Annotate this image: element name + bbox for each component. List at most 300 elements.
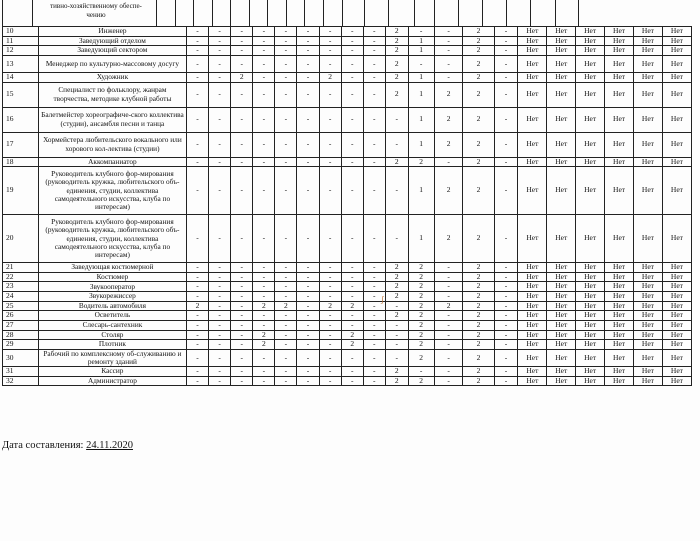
- table-cell: -: [434, 320, 463, 330]
- table-cell: -: [385, 215, 408, 263]
- table-cell: -: [187, 27, 209, 37]
- table-cell: Нет: [634, 367, 663, 377]
- table-cell: 1: [408, 72, 434, 82]
- table-cell: 2: [463, 301, 494, 311]
- table-cell: 2: [463, 107, 494, 132]
- table-cell: Нет: [547, 132, 576, 157]
- table-cell: -: [209, 311, 231, 321]
- table-cell: Нет: [662, 311, 691, 321]
- row-number: 21: [3, 263, 39, 273]
- table-cell: Нет: [605, 107, 634, 132]
- table-cell: 2: [408, 282, 434, 292]
- table-cell: Нет: [662, 320, 691, 330]
- table-cell: -: [319, 132, 341, 157]
- table-cell: -: [297, 349, 319, 366]
- table-cell: 2: [463, 46, 494, 56]
- table-cell: -: [494, 311, 518, 321]
- table-cell: -: [209, 82, 231, 107]
- table-cell: Нет: [576, 55, 605, 72]
- table-cell: Нет: [547, 215, 576, 263]
- row-number: 10: [3, 27, 39, 37]
- table-cell: -: [434, 46, 463, 56]
- table-row: [3, 72, 692, 82]
- row-number: 18: [3, 157, 39, 167]
- table-cell: Нет: [576, 282, 605, 292]
- table-row: [3, 46, 692, 56]
- table-cell: -: [319, 320, 341, 330]
- table-cell: -: [408, 27, 434, 37]
- table-cell: Нет: [634, 36, 663, 46]
- table-cell: -: [253, 376, 275, 386]
- table-cell: 2: [463, 292, 494, 302]
- table-cell: -: [187, 82, 209, 107]
- table-cell: Нет: [662, 263, 691, 273]
- table-cell: 2: [463, 282, 494, 292]
- table-cell: Нет: [662, 157, 691, 167]
- table-row: [3, 282, 692, 292]
- table-cell: -: [187, 157, 209, 167]
- table-cell: Нет: [605, 46, 634, 56]
- table-cell: 2: [319, 72, 341, 82]
- table-cell: Нет: [662, 376, 691, 386]
- table-cell: 2: [463, 311, 494, 321]
- position-name: Аккомпаниатор: [38, 157, 186, 167]
- table-cell: Нет: [634, 157, 663, 167]
- table-cell: -: [434, 349, 463, 366]
- position-name: Рабочий по комплексному об-служиванию и ремонту зданий: [38, 349, 186, 366]
- table-cell: -: [231, 340, 253, 350]
- table-cell: Нет: [634, 301, 663, 311]
- table-cell: Нет: [518, 301, 547, 311]
- table-cell: -: [275, 215, 297, 263]
- row-number: 31: [3, 367, 39, 377]
- table-cell: Нет: [662, 349, 691, 366]
- table-cell: -: [231, 46, 253, 56]
- table-cell: Нет: [662, 301, 691, 311]
- table-cell: -: [385, 320, 408, 330]
- table-cell: -: [319, 157, 341, 167]
- table-cell: Нет: [576, 349, 605, 366]
- table-cell: -: [341, 320, 363, 330]
- table-cell: -: [363, 215, 385, 263]
- table-cell: -: [434, 272, 463, 282]
- table-cell: -: [297, 82, 319, 107]
- table-cell: 2: [341, 330, 363, 340]
- table-cell: Нет: [518, 330, 547, 340]
- table-cell: Нет: [518, 72, 547, 82]
- table-cell: Нет: [662, 272, 691, 282]
- table-cell: 1: [408, 215, 434, 263]
- table-cell: -: [209, 167, 231, 215]
- table-cell: Нет: [576, 27, 605, 37]
- table-cell: 2: [408, 157, 434, 167]
- table-cell: Нет: [576, 311, 605, 321]
- table-cell: 2: [408, 272, 434, 282]
- table-cell: -: [231, 55, 253, 72]
- table-cell: Нет: [634, 376, 663, 386]
- table-cell: -: [209, 320, 231, 330]
- position-name: Администратор: [38, 376, 186, 386]
- table-cell: -: [363, 349, 385, 366]
- table-cell: -: [297, 157, 319, 167]
- table-cell: -: [253, 292, 275, 302]
- table-cell: -: [209, 330, 231, 340]
- table-cell: -: [408, 55, 434, 72]
- table-cell: 2: [231, 72, 253, 82]
- table-cell: 2: [463, 367, 494, 377]
- position-name: Художник: [38, 72, 186, 82]
- table-row: [3, 55, 692, 72]
- table-cell: -: [187, 167, 209, 215]
- table-cell: 2: [463, 132, 494, 157]
- table-cell: 2: [408, 301, 434, 311]
- table-cell: -: [385, 132, 408, 157]
- footer-label: Дата составления:: [2, 440, 84, 451]
- table-cell: Нет: [605, 72, 634, 82]
- table-cell: Нет: [518, 376, 547, 386]
- table-cell: -: [434, 282, 463, 292]
- table-cell: Нет: [662, 46, 691, 56]
- table-cell: 2: [385, 272, 408, 282]
- table-cell: 2: [463, 376, 494, 386]
- table-cell: -: [341, 311, 363, 321]
- table-cell: -: [341, 376, 363, 386]
- table-cell: -: [275, 72, 297, 82]
- table-cell: Нет: [634, 215, 663, 263]
- table-cell: -: [319, 55, 341, 72]
- table-cell: Нет: [576, 82, 605, 107]
- table-cell: 1: [408, 132, 434, 157]
- table-cell: -: [209, 157, 231, 167]
- table-cell: Нет: [634, 82, 663, 107]
- table-cell: -: [434, 367, 463, 377]
- table-cell: Нет: [662, 55, 691, 72]
- table-cell: -: [231, 27, 253, 37]
- table-cell: Нет: [576, 72, 605, 82]
- table-cell: -: [319, 27, 341, 37]
- table-cell: -: [231, 376, 253, 386]
- table-cell: Нет: [518, 367, 547, 377]
- table-cell: -: [385, 167, 408, 215]
- table-cell: Нет: [662, 292, 691, 302]
- table-cell: Нет: [518, 349, 547, 366]
- table-cell: -: [209, 367, 231, 377]
- table-cell: Нет: [634, 292, 663, 302]
- table-cell: -: [494, 263, 518, 273]
- table-cell: -: [341, 367, 363, 377]
- row-number: 17: [3, 132, 39, 157]
- table-row: [3, 27, 692, 37]
- table-cell: -: [297, 330, 319, 340]
- table-row: [3, 36, 692, 46]
- table-cell: -: [363, 292, 385, 302]
- table-cell: -: [385, 107, 408, 132]
- table-cell: -: [319, 36, 341, 46]
- table-cell: -: [434, 157, 463, 167]
- table-cell: -: [253, 282, 275, 292]
- table-cell: Нет: [518, 263, 547, 273]
- table-cell: Нет: [662, 367, 691, 377]
- table-cell: 2: [408, 340, 434, 350]
- table-cell: Нет: [518, 157, 547, 167]
- table-cell: -: [434, 27, 463, 37]
- table-cell: -: [319, 107, 341, 132]
- table-cell: -: [385, 340, 408, 350]
- table-cell: -: [275, 349, 297, 366]
- table-cell: -: [494, 272, 518, 282]
- table-cell: Нет: [576, 367, 605, 377]
- table-cell: 2: [434, 132, 463, 157]
- table-cell: -: [494, 330, 518, 340]
- pen-mark: ʃ: [381, 295, 384, 304]
- table-cell: -: [275, 272, 297, 282]
- table-cell: Нет: [605, 167, 634, 215]
- table-cell: Нет: [662, 330, 691, 340]
- table-cell: Нет: [662, 36, 691, 46]
- table-cell: -: [253, 72, 275, 82]
- table-cell: -: [297, 46, 319, 56]
- table-cell: -: [253, 27, 275, 37]
- table-cell: Нет: [605, 367, 634, 377]
- table-cell: -: [231, 301, 253, 311]
- position-name: Звукорежиссер: [38, 292, 186, 302]
- table-cell: 2: [463, 36, 494, 46]
- table-row: [3, 311, 692, 321]
- table-cell: Нет: [605, 272, 634, 282]
- table-cell: Нет: [576, 46, 605, 56]
- table-cell: -: [209, 72, 231, 82]
- table-cell: Нет: [518, 55, 547, 72]
- table-cell: -: [494, 107, 518, 132]
- table-cell: -: [494, 167, 518, 215]
- table-cell: Нет: [576, 320, 605, 330]
- table-cell: -: [209, 263, 231, 273]
- position-name: Заведующий отделом: [38, 36, 186, 46]
- table-cell: -: [434, 330, 463, 340]
- table-cell: Нет: [518, 27, 547, 37]
- table-cell: 2: [463, 82, 494, 107]
- table-cell: Нет: [547, 340, 576, 350]
- table-cell: -: [187, 107, 209, 132]
- table-cell: -: [275, 27, 297, 37]
- table-cell: -: [363, 157, 385, 167]
- table-cell: Нет: [634, 311, 663, 321]
- table-cell: -: [297, 311, 319, 321]
- table-cell: Нет: [576, 376, 605, 386]
- table-cell: -: [253, 349, 275, 366]
- table-cell: Нет: [634, 167, 663, 215]
- table-cell: -: [363, 82, 385, 107]
- table-cell: -: [297, 72, 319, 82]
- table-cell: 2: [408, 320, 434, 330]
- table-cell: -: [253, 82, 275, 107]
- table-cell: -: [494, 36, 518, 46]
- table-cell: -: [231, 330, 253, 340]
- table-cell: Нет: [634, 263, 663, 273]
- table-row: [3, 330, 692, 340]
- table-cell: Нет: [605, 340, 634, 350]
- table-cell: -: [341, 263, 363, 273]
- table-cell: -: [297, 301, 319, 311]
- position-name: Столяр: [38, 330, 186, 340]
- table-cell: Нет: [662, 167, 691, 215]
- table-cell: Нет: [547, 107, 576, 132]
- position-name: Балетмейстер хореографиче-ского коллектива (студии), ансамбля песни и танца: [38, 107, 186, 132]
- table-cell: Нет: [547, 72, 576, 82]
- table-cell: -: [209, 292, 231, 302]
- table-cell: Нет: [605, 282, 634, 292]
- row-number: 15: [3, 82, 39, 107]
- table-cell: Нет: [605, 263, 634, 273]
- table-cell: 2: [385, 157, 408, 167]
- table-cell: -: [209, 282, 231, 292]
- table-row: [3, 167, 692, 215]
- table-cell: 2: [463, 263, 494, 273]
- table-cell: -: [275, 376, 297, 386]
- table-cell: -: [494, 215, 518, 263]
- row-number: 27: [3, 320, 39, 330]
- table-cell: Нет: [547, 272, 576, 282]
- table-cell: Нет: [605, 82, 634, 107]
- table-cell: -: [275, 330, 297, 340]
- table-cell: Нет: [547, 376, 576, 386]
- row-number: 29: [3, 340, 39, 350]
- table-cell: -: [319, 46, 341, 56]
- table-cell: -: [275, 107, 297, 132]
- table-cell: -: [187, 320, 209, 330]
- position-name: Слесарь-сантехник: [38, 320, 186, 330]
- table-cell: Нет: [547, 27, 576, 37]
- table-cell: -: [187, 46, 209, 56]
- row-number: 11: [3, 36, 39, 46]
- table-cell: -: [231, 132, 253, 157]
- table-cell: -: [363, 282, 385, 292]
- footer: [2, 440, 133, 451]
- table-cell: -: [494, 157, 518, 167]
- table-cell: -: [363, 72, 385, 82]
- table-cell: Нет: [605, 132, 634, 157]
- table-cell: -: [363, 367, 385, 377]
- row-number: 14: [3, 72, 39, 82]
- table-cell: -: [275, 320, 297, 330]
- table-cell: -: [494, 282, 518, 292]
- table-cell: Нет: [576, 330, 605, 340]
- table-cell: 2: [463, 215, 494, 263]
- table-cell: -: [385, 349, 408, 366]
- table-cell: -: [297, 292, 319, 302]
- table-cell: -: [363, 263, 385, 273]
- table-row: [3, 272, 692, 282]
- table-cell: Нет: [576, 272, 605, 282]
- table-cell: Нет: [662, 27, 691, 37]
- table-cell: Нет: [576, 292, 605, 302]
- table-cell: Нет: [547, 167, 576, 215]
- table-cell: -: [319, 167, 341, 215]
- table-cell: Нет: [547, 55, 576, 72]
- table-cell: -: [253, 311, 275, 321]
- table-cell: 2: [341, 301, 363, 311]
- table-cell: -: [209, 27, 231, 37]
- table-cell: -: [253, 107, 275, 132]
- table-cell: Нет: [547, 82, 576, 107]
- table-cell: -: [275, 82, 297, 107]
- table-cell: Нет: [547, 157, 576, 167]
- table-cell: -: [231, 282, 253, 292]
- table-cell: 2: [385, 282, 408, 292]
- table-cell: 2: [385, 367, 408, 377]
- table-cell: -: [494, 301, 518, 311]
- table-cell: -: [341, 157, 363, 167]
- table-cell: -: [231, 367, 253, 377]
- table-cell: Нет: [634, 46, 663, 56]
- table-cell: Нет: [576, 215, 605, 263]
- table-cell: -: [363, 301, 385, 311]
- table-cell: 2: [385, 46, 408, 56]
- position-name: Водитель автомобиля: [38, 301, 186, 311]
- table-cell: -: [319, 311, 341, 321]
- table-cell: -: [231, 167, 253, 215]
- table-cell: Нет: [547, 282, 576, 292]
- table-cell: -: [297, 36, 319, 46]
- table-cell: -: [494, 82, 518, 107]
- table-cell: -: [363, 132, 385, 157]
- table-cell: -: [434, 263, 463, 273]
- table-cell: 2: [385, 72, 408, 82]
- table-cell: 2: [434, 215, 463, 263]
- table-cell: -: [187, 311, 209, 321]
- table-cell: -: [319, 282, 341, 292]
- table-cell: Нет: [518, 311, 547, 321]
- position-name: Заведующий сектором: [38, 46, 186, 56]
- footer-date: 24.11.2020: [86, 440, 133, 451]
- table-cell: -: [209, 301, 231, 311]
- table-cell: -: [209, 215, 231, 263]
- table-cell: -: [494, 349, 518, 366]
- table-cell: Нет: [576, 132, 605, 157]
- table-cell: -: [253, 167, 275, 215]
- table-cell: -: [341, 282, 363, 292]
- table-cell: Нет: [634, 272, 663, 282]
- table-cell: Нет: [518, 46, 547, 56]
- table-cell: 2: [385, 36, 408, 46]
- table-cell: Нет: [605, 301, 634, 311]
- position-name: Звукооператор: [38, 282, 186, 292]
- table-cell: 2: [385, 376, 408, 386]
- table-cell: 2: [463, 330, 494, 340]
- table-cell: Нет: [547, 320, 576, 330]
- row-number: 25: [3, 301, 39, 311]
- table-cell: -: [363, 272, 385, 282]
- table-cell: -: [385, 301, 408, 311]
- table-cell: Нет: [634, 320, 663, 330]
- table-cell: Нет: [547, 46, 576, 56]
- table-cell: -: [231, 311, 253, 321]
- table-cell: -: [363, 167, 385, 215]
- table-cell: -: [231, 263, 253, 273]
- table-cell: -: [253, 263, 275, 273]
- table-cell: -: [434, 376, 463, 386]
- table-cell: Нет: [547, 367, 576, 377]
- table-cell: -: [341, 292, 363, 302]
- table-cell: Нет: [662, 282, 691, 292]
- table-cell: -: [187, 263, 209, 273]
- position-name: Кассир: [38, 367, 186, 377]
- table-cell: -: [363, 340, 385, 350]
- table-cell: -: [275, 132, 297, 157]
- table-cell: Нет: [518, 272, 547, 282]
- table-cell: -: [297, 132, 319, 157]
- table-cell: 2: [463, 72, 494, 82]
